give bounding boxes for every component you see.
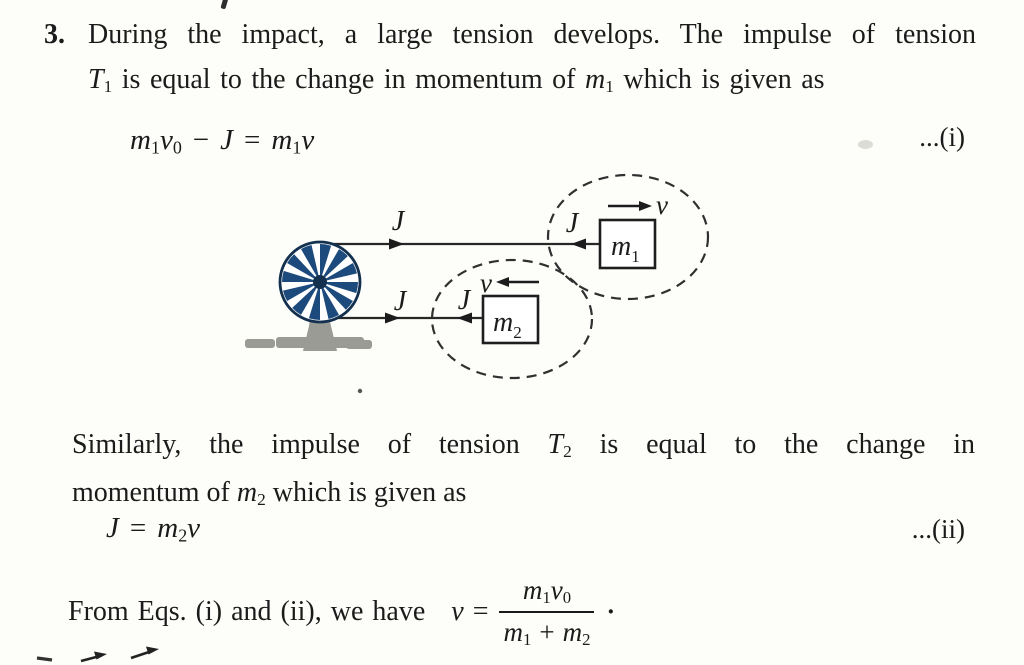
symbol-m: m — [585, 64, 606, 95]
impulse-label-top-right: J — [565, 208, 579, 239]
line-text: is equal to the change in momentum of — [112, 64, 585, 95]
fraction-denominator — [499, 613, 594, 650]
equals-sign: = — [129, 512, 147, 544]
vector-arrow-1 — [81, 652, 107, 662]
subscript: 2 — [257, 490, 266, 510]
impulse-label-top-left: J — [391, 206, 405, 237]
equals-sign: = — [472, 596, 489, 627]
symbol-T: T — [88, 64, 104, 95]
paragraph-line-1 — [88, 12, 976, 57]
pulley-hub — [313, 275, 327, 289]
item-number: 3. — [44, 19, 65, 50]
scan-dash — [37, 658, 52, 660]
item-3-text — [88, 12, 976, 109]
equation-ii-tag: ...(ii) — [911, 514, 965, 544]
scan-smudge — [858, 140, 873, 149]
plus-sign: + — [539, 616, 555, 647]
item-3-paragraph — [44, 12, 976, 109]
paragraph-line-1 — [72, 424, 975, 472]
scan-dot — [358, 389, 362, 393]
symbol-m: m — [271, 124, 293, 156]
subscript: 1 — [605, 77, 614, 97]
scan-artifact-top — [220, 0, 228, 9]
block-m1-label: $m_1$ — [611, 231, 640, 266]
symbol-v: v — [301, 124, 315, 156]
symbol-m: m — [522, 574, 543, 605]
line-text: During the impact, a large tension develops. The impulse of tension — [88, 19, 976, 50]
velocity-label-m1: v — [656, 190, 668, 220]
line-text: which is given as — [613, 64, 825, 95]
wheel-stand — [245, 318, 372, 351]
subscript: 1 — [150, 137, 160, 158]
symbol-m: m — [236, 477, 258, 509]
arrowhead-v-m1 — [639, 201, 652, 211]
fraction — [499, 575, 594, 650]
subscript: 2 — [582, 629, 591, 649]
arrowhead-top-left-dir — [571, 239, 586, 250]
conclusion-text: From Eqs. (i) and (ii), we have — [68, 596, 426, 627]
equation-i — [130, 126, 314, 156]
arrowhead-v-m2 — [496, 277, 509, 287]
equation-ii — [106, 514, 200, 544]
similarly-paragraph — [72, 424, 975, 520]
result-equation — [451, 596, 497, 628]
symbol-m: m — [503, 616, 523, 647]
impulse-label-bottom-left: J — [393, 286, 407, 317]
minus-sign: − — [192, 124, 210, 156]
symbol-T: T — [547, 429, 564, 460]
vector-arrow-2 — [131, 647, 159, 659]
subscript: 2 — [563, 442, 572, 462]
fraction-numerator — [499, 575, 594, 613]
symbol-v: v — [550, 574, 563, 605]
symbol-v: v — [159, 124, 173, 156]
equation-i-tag: ...(i) — [919, 122, 965, 152]
line-text: momentum of — [72, 477, 237, 509]
symbol-m: m — [157, 512, 179, 544]
subscript: 0 — [172, 137, 182, 158]
pulley-diagram — [240, 168, 720, 413]
subscript: 1 — [103, 77, 113, 97]
paragraph-line-2 — [72, 472, 975, 520]
subscript: 1 — [542, 587, 551, 607]
line-text: is equal to the change in — [571, 429, 976, 460]
subscript: 2 — [178, 525, 188, 546]
symbol-J: J — [220, 124, 234, 156]
subscript: 0 — [562, 587, 572, 607]
cutoff-vector-arrows — [28, 643, 178, 665]
paragraph-line-2 — [88, 57, 976, 109]
line-text: Similarly, the impulse of tension — [72, 429, 548, 460]
equals-sign: = — [244, 124, 261, 156]
velocity-label-m2: v — [480, 268, 492, 298]
end-dot: · — [606, 597, 616, 626]
line-text: which is given as — [265, 477, 467, 509]
arrowhead-top-right-dir — [389, 239, 404, 250]
block-m2-label: $m_2$ — [493, 307, 522, 342]
symbol-v: v — [187, 512, 201, 544]
velocity-arrow-m2 — [496, 277, 539, 287]
symbol-m: m — [562, 616, 583, 647]
symbol-v: v — [451, 596, 464, 627]
subscript: 1 — [292, 137, 302, 158]
impulse-label-bottom-right: J — [457, 285, 471, 316]
subscript: 1 — [522, 629, 532, 649]
symbol-m: m — [130, 124, 151, 156]
velocity-arrow-m1 — [608, 201, 652, 211]
symbol-J: J — [106, 512, 119, 544]
